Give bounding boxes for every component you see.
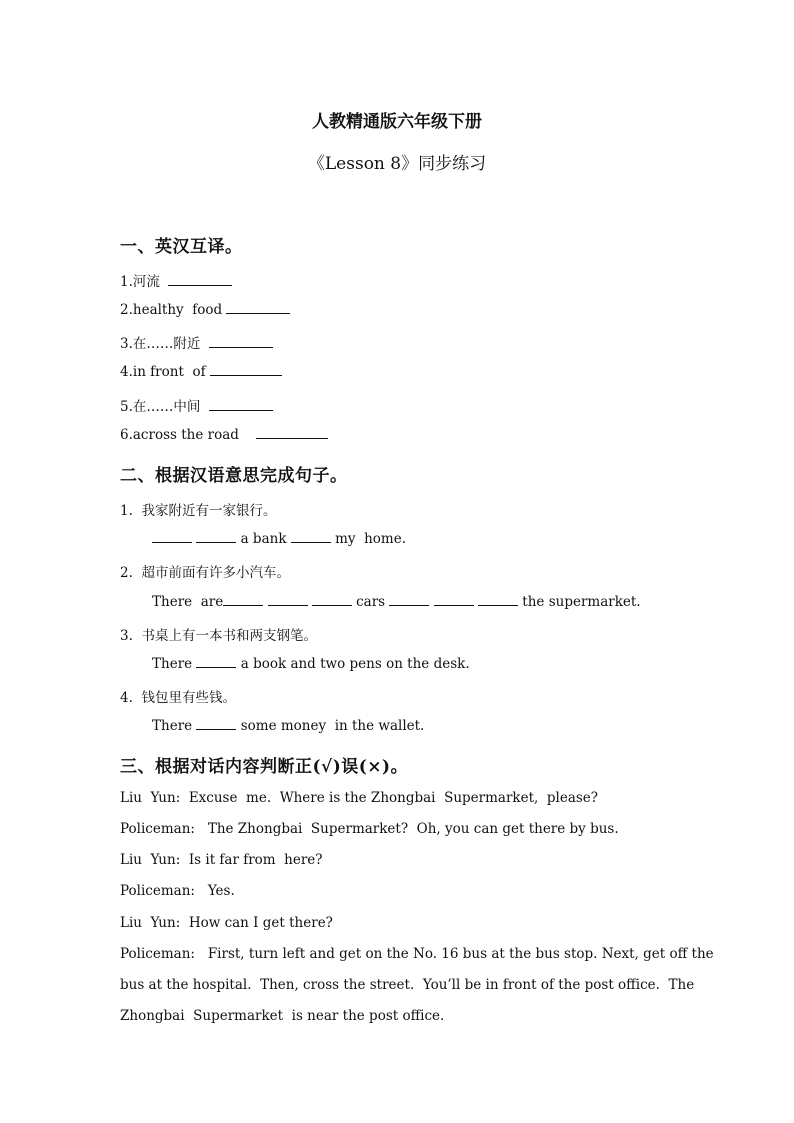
answer-blank[interactable]	[196, 717, 236, 730]
page-subtitle: 《Lesson 8》同步练习	[307, 154, 487, 174]
sentence-cn-4: 4. 钱包里有些钱。	[120, 690, 236, 706]
sentence-cn-1: 1. 我家附近有一家银行。	[120, 503, 277, 519]
answer-blank[interactable]	[478, 593, 518, 606]
item-text: 2.healthy food	[120, 302, 223, 318]
dialogue-line-3: Liu Yun: Is it far from here?	[120, 852, 323, 868]
item-text: 3.在……附近	[120, 336, 201, 352]
answer-blank[interactable]	[226, 301, 290, 314]
sentence-text: my home.	[335, 531, 407, 547]
answer-blank[interactable]	[312, 593, 352, 606]
sentence-text: There	[152, 718, 193, 734]
sentence-text: There are	[152, 594, 224, 610]
item-text: 4.in front of	[120, 364, 206, 380]
answer-blank[interactable]	[291, 530, 331, 543]
item-text: 5.在……中间	[120, 399, 201, 415]
sentence-en-3	[152, 655, 470, 672]
dialogue-line-2: Policeman: The Zhongbai Supermarket? Oh, you can get there by bus.	[120, 821, 619, 837]
answer-blank[interactable]	[223, 593, 263, 606]
section-heading-3: 三、根据对话内容判断正(√)误(×)。	[120, 757, 409, 777]
sentence-text: some money in the wallet.	[240, 718, 425, 734]
answer-blank[interactable]	[209, 335, 273, 348]
dialogue-line-4: Policeman: Yes.	[120, 883, 235, 899]
dialogue-line-1: Liu Yun: Excuse me. Where is the Zhongbai Supermarket, please?	[120, 790, 599, 806]
sentence-cn-2: 2. 超市前面有许多小汽车。	[120, 565, 290, 581]
translate-item-4	[120, 363, 282, 380]
sentence-text: There	[152, 656, 193, 672]
dialogue-line-6: Policeman: First, turn left and get on the No. 16 bus at the bus stop. Next, get off the	[120, 946, 714, 962]
translate-item-6	[120, 426, 328, 443]
section-heading-2: 二、根据汉语意思完成句子。	[120, 466, 348, 486]
answer-blank[interactable]	[152, 530, 192, 543]
sentence-en-1	[152, 530, 406, 547]
dialogue-line-5: Liu Yun: How can I get there?	[120, 915, 333, 931]
sentence-en-2	[152, 593, 641, 610]
dialogue-line-7: bus at the hospital. Then, cross the street. You’ll be in front of the post office. The	[120, 977, 695, 993]
dialogue-line-8: Zhongbai Supermarket is near the post office.	[120, 1008, 445, 1024]
sentence-en-4	[152, 717, 424, 734]
answer-blank[interactable]	[168, 273, 232, 286]
sentence-text: the supermarket.	[522, 594, 641, 610]
answer-blank[interactable]	[196, 530, 236, 543]
item-text: 1.河流	[120, 274, 160, 290]
translate-item-3	[120, 332, 273, 352]
sentence-text: a bank	[240, 531, 287, 547]
item-text: 6.across the road	[120, 427, 239, 443]
sentence-text: a book and two pens on the desk.	[240, 656, 470, 672]
page-title: 人教精通版六年级下册	[312, 112, 482, 132]
section-heading-1: 一、英汉互译。	[120, 237, 243, 257]
answer-blank[interactable]	[256, 426, 328, 439]
answer-blank[interactable]	[389, 593, 429, 606]
answer-blank[interactable]	[268, 593, 308, 606]
answer-blank[interactable]	[209, 398, 273, 411]
translate-item-5	[120, 395, 273, 415]
translate-item-2	[120, 301, 290, 318]
answer-blank[interactable]	[434, 593, 474, 606]
answer-blank[interactable]	[196, 655, 236, 668]
sentence-cn-3: 3. 书桌上有一本书和两支钢笔。	[120, 628, 317, 644]
translate-item-1	[120, 270, 232, 290]
answer-blank[interactable]	[210, 363, 282, 376]
sentence-text: cars	[356, 594, 386, 610]
